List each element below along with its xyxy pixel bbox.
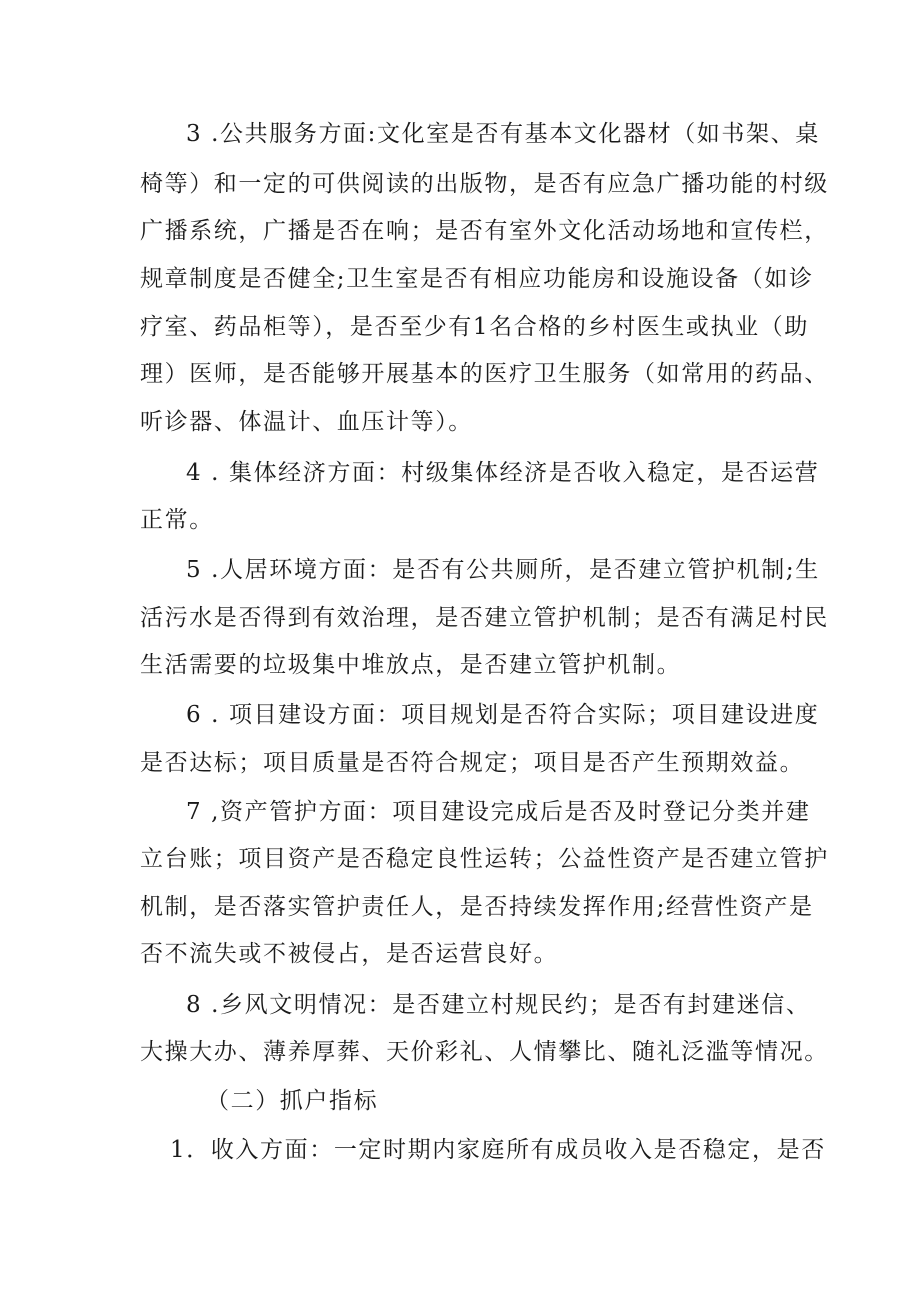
text-line: 椅等）和一定的可供阅读的出版物，是否有应急广播功能的村级 (140, 171, 829, 197)
text-line: 理）医师，是否能够开展基本的医疗卫生服务（如常用的药品、 (140, 361, 829, 387)
text-line: 是否达标；项目质量是否符合规定；项目是否产生预期效益。 (140, 750, 805, 776)
text-line: 7 ,资产管护方面：项目建设完成后是否及时登记分类并建 (186, 799, 811, 825)
text-line: 4 . 集体经济方面：村级集体经济是否收入稳定，是否运营 (186, 460, 820, 486)
text-line: 广播系统，广播是否在响；是否有室外文化活动场地和宣传栏， (140, 218, 829, 244)
text-line: 规章制度是否健全;卫生室是否有相应功能房和设施设备（如诊 (140, 266, 814, 292)
text-line: 3 .公共服务方面:文化室是否有基本文化器材（如书架、桌 (186, 121, 820, 147)
text-line: 机制，是否落实管护责任人，是否持续发挥作用;经营性资产是 (140, 894, 814, 920)
text-line: 大操大办、薄养厚葬、天价彩礼、人情攀比、随礼泛滥等情况。 (140, 1039, 829, 1065)
text-line: 活污水是否得到有效治理，是否建立管护机制；是否有满足村民 (140, 605, 829, 631)
text-line: 否不流失或不被侵占，是否运营良好。 (140, 941, 559, 967)
text-line: 1．收入方面：一定时期内家庭所有成员收入是否稳定，是否 (170, 1137, 826, 1163)
text-line: 立台账；项目资产是否稳定良性运转；公益性资产是否建立管护 (140, 846, 829, 872)
text-line: 6 . 项目建设方面：项目规划是否符合实际；项目建设进度 (186, 702, 820, 728)
section-heading: （二）抓户指标 (206, 1088, 379, 1114)
text-line: 8 .乡风文明情况：是否建立村规民约；是否有封建迷信、 (186, 992, 811, 1018)
text-line: 听诊器、体温计、血压计等）。 (140, 409, 473, 435)
text-line: 生活需要的垃圾集中堆放点，是否建立管护机制。 (140, 652, 682, 678)
text-line: 疗室、药品柜等），是否至少有1名合格的乡村医生或执业（助 (140, 314, 809, 340)
text-line: 正常。 (140, 507, 214, 533)
text-line: 5 .人居环境方面：是否有公共厕所，是否建立管护机制;生 (186, 557, 820, 583)
